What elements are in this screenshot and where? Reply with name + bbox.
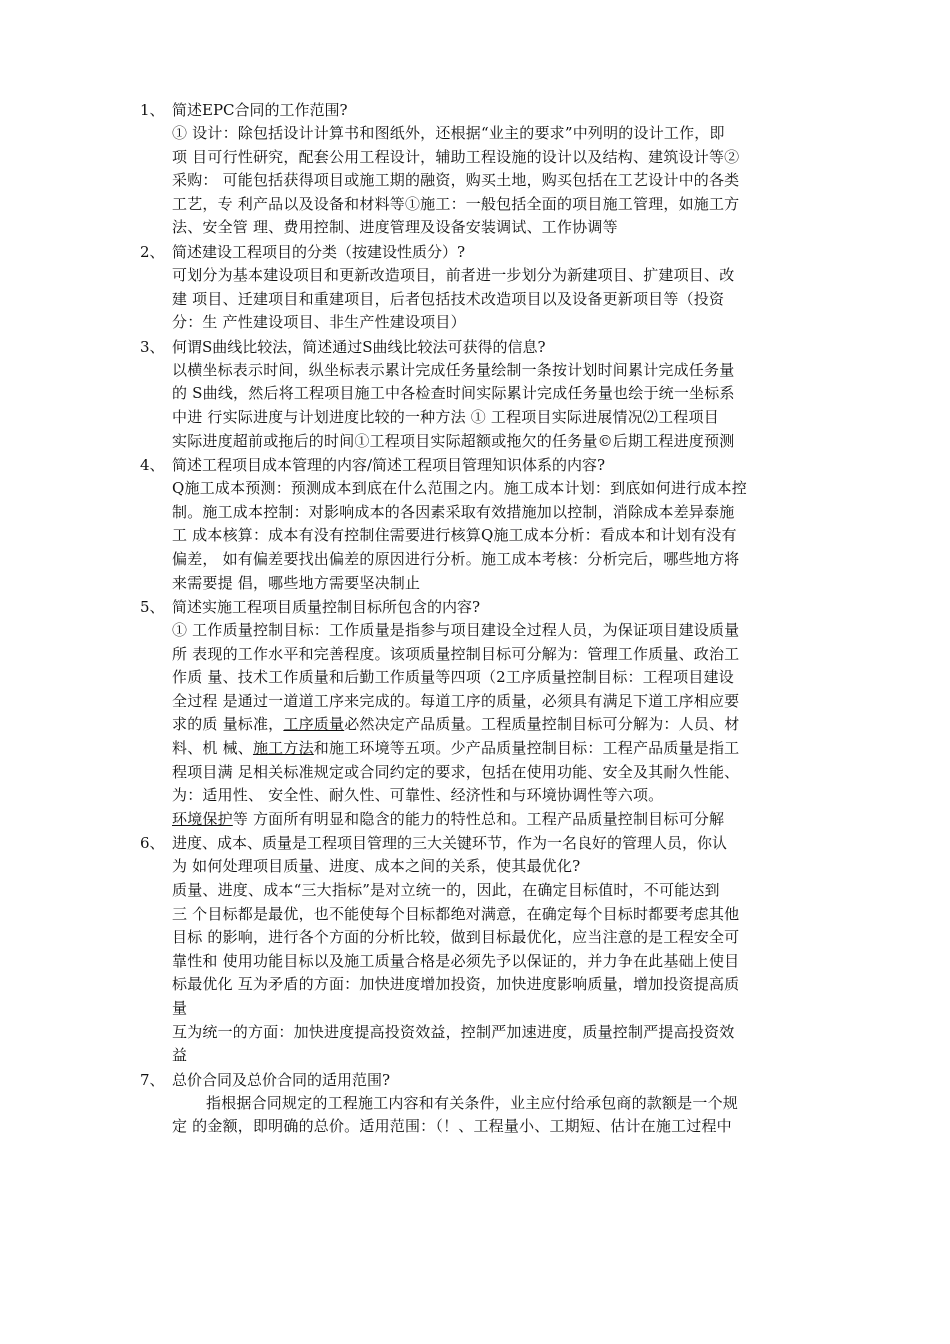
answer-line: 项 目可行性研究，配套公用工程设计，辅助工程设施的设计以及结构、建筑设计等② <box>172 147 740 166</box>
question-number: 6、 <box>140 834 165 853</box>
question-1 <box>0 99 950 122</box>
answer-3 <box>0 359 950 453</box>
answer-line: 为 如何处理项目质量、进度、成本之间的关系，使其最优化? <box>172 857 581 876</box>
answer-line: 质量、进度、成本“三大指标”是对立统一的，因此，在确定目标值时，不可能达到 <box>172 881 720 900</box>
answer-line: 求的质 量标准，工序质量必然决定产品质量。工程质量控制目标可分解为：人员、材 <box>172 715 740 734</box>
answer-line: 分：生 产性建设项目、非生产性建设项目） <box>172 313 466 332</box>
answer-line: 来需要提 倡，哪些地方需要坚决制止 <box>172 573 421 592</box>
question-7 <box>0 1069 950 1092</box>
answer-line: 环境保护等 方面所有明显和隐含的能力的特性总和。工程产品质量控制目标可分解 <box>172 809 725 828</box>
question-number: 2、 <box>140 242 165 261</box>
question-number: 7、 <box>140 1070 165 1089</box>
answer-line: 建 项目、迁建项目和重建项目，后者包括技术改造项目以及设备更新项目等（投资 <box>172 289 725 308</box>
answer-2 <box>0 264 950 335</box>
answer-line: 程项目满 足相关标准规定或合同约定的要求，包括在使用功能、安全及其耐久性能、 <box>172 762 740 781</box>
answer-7 <box>0 1092 950 1139</box>
answer-line: Q施工成本预测：预测成本到底在什么范围之内。施工成本计划：到底如何进行成本控 <box>172 479 747 498</box>
answer-line: 工 成本核算：成本有没有控制住需要进行核算Q施工成本分析：看成本和计划有没有 <box>172 526 737 545</box>
answer-line: ① 设计：除包括设计计算书和图纸外，还根据“业主的要求”中列明的设计工作，即 <box>172 124 725 142</box>
answer-line: 法、安全管 理、费用控制、进度管理及设备安装调试、工作协调等 <box>172 218 618 237</box>
question-6 <box>0 832 950 855</box>
answer-4 <box>0 477 950 595</box>
answer-line: 为：适用性、 安全性、耐久性、可靠性、经济性和与环境协调性等六项。 <box>172 786 664 805</box>
answer-line: 作质 量、技术工作质量和后勤工作质量等四项（2工序质量控制目标：工程项目建设 <box>172 668 734 687</box>
answer-6 <box>0 855 950 1067</box>
answer-5 <box>0 619 950 831</box>
question-2 <box>0 241 950 264</box>
answer-line: 可划分为基本建设项目和更新改造项目，前者进一步划分为新建项目、扩建项目、改 <box>172 265 735 284</box>
answer-line: 所 表现的工作水平和完善程度。该项质量控制目标可分解为：管理工作质量、政治工 <box>172 644 740 663</box>
answer-line: 定 的金额，即明确的总价。适用范围：（！、工程量小、工期短、估计在施工过程中 <box>172 1117 732 1136</box>
question-3 <box>0 336 950 359</box>
answer-1 <box>0 122 950 240</box>
question-text: 简述建设工程项目的分类（按建设性质分）? <box>172 242 466 261</box>
answer-line: 标最优化 互为矛盾的方面：加快进度增加投资，加快进度影响质量，增加投资提高质 <box>172 975 740 994</box>
document-content <box>0 98 950 1139</box>
question-text: 进度、成本、质量是工程项目管理的三大关键环节，作为一名良好的管理人员，你认 <box>172 834 728 853</box>
answer-line: 采购： 可能包括获得项目或施工期的融资，购买土地，购买包括在工艺设计中的各类 <box>172 171 740 190</box>
answer-line: 偏差， 如有偏差要找出偏差的原因进行分析。施工成本考核：分析完后，哪些地方将 <box>172 549 740 568</box>
question-number: 5、 <box>140 598 165 617</box>
underlined-term: 环境保护 <box>172 809 233 828</box>
answer-line: 目标 的影响，进行各个方面的分析比较，做到目标最优化，应当注意的是工程安全可 <box>172 928 740 947</box>
answer-line: 靠性和 使用功能目标以及施工质量合格是必须先予以保证的，并力争在此基础上使目 <box>172 951 740 970</box>
answer-line: ① 工作质量控制目标：工作质量是指参与项目建设全过程人员，为保证项目建设质量 <box>172 621 740 640</box>
answer-line: 量 <box>172 999 188 1017</box>
question-number: 1、 <box>140 101 165 119</box>
question-text: 简述实施工程项目质量控制目标所包含的内容? <box>172 598 481 617</box>
answer-line: 实际进度超前或拖后的时间①工程项目实际超额或拖欠的任务量©后期工程进度预测 <box>172 431 735 450</box>
answer-line: 以横坐标表示时间，纵坐标表示累计完成任务量绘制一条按计划时间累计完成任务量 <box>172 360 735 379</box>
answer-line: 工艺，专 利产品以及设备和材料等①施工：一般包括全面的项目施工管理，如施工方 <box>172 194 740 213</box>
answer-line: 的 S曲线，然后将工程项目施工中各检查时间实际累计完成任务量也绘于统一坐标系 <box>172 384 735 403</box>
answer-line: 料、机 械、施工方法和施工环境等五项。少产品质量控制目标：工程产品质量是指工 <box>172 739 740 758</box>
answer-line: 中进 行实际进度与计划进度比较的一种方法 ① 工程项目实际进展情况⑵工程项目 <box>172 407 719 426</box>
underlined-term: 工序质量 <box>283 715 345 734</box>
question-text: 何谓S曲线比较法，简述通过S曲线比较法可获得的信息? <box>172 337 546 356</box>
question-4 <box>0 454 950 477</box>
answer-line: 指根据合同规定的工程施工内容和有关条件，业主应付给承包商的款额是一个规 <box>206 1093 739 1112</box>
question-number: 3、 <box>140 337 165 356</box>
question-text: 简述工程项目成本管理的内容/简述工程项目管理知识体系的内容? <box>172 456 606 475</box>
question-text: 总价合同及总价合同的适用范围? <box>172 1070 391 1089</box>
answer-line: 全过程 是通过一道道工序来完成的。每道工序的质量，必须具有满足下道工序相应要 <box>172 691 740 710</box>
answer-line: 三 个目标都是最优，也不能使每个目标都绝对满意，在确定每个目标时都要考虑其他 <box>172 904 740 923</box>
answer-line: 益 <box>172 1046 188 1065</box>
question-text: 简述EPC合同的工作范围? <box>172 101 348 119</box>
underlined-term: 施工方法 <box>252 739 314 758</box>
question-number: 4、 <box>140 456 165 475</box>
answer-line: 互为统一的方面：加快进度提高投资效益，控制严加速进度，质量控制严提高投资效 <box>172 1022 735 1041</box>
question-5 <box>0 596 950 619</box>
answer-line: 制。施工成本控制：对影响成本的各因素采取有效措施加以控制，消除成本差异泰施 <box>172 502 735 521</box>
